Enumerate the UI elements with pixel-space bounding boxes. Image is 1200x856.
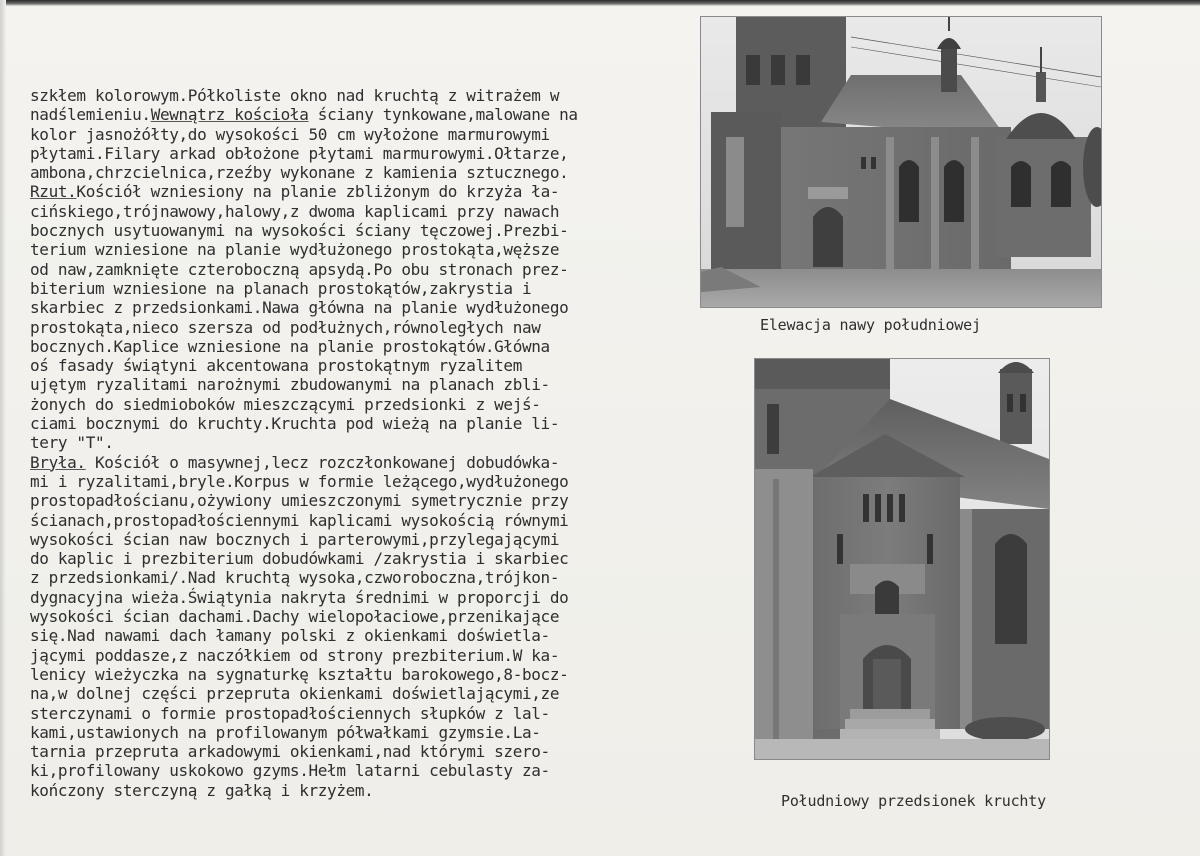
text-segment: tery "T".	[30, 433, 114, 453]
text-line	[30, 588, 640, 607]
text-segment: oś fasady świątyni akcentowana prostokątnym ryzalitem	[30, 356, 522, 376]
scan-top-edge	[0, 0, 1200, 6]
text-segment: ujętym ryzalitami narożnymi zbudowanymi na planach zbli-	[30, 375, 550, 395]
text-segment: na,w dolnej części przepruta okienkami doświetlającymi,ze	[30, 684, 560, 704]
text-line	[30, 761, 640, 780]
text-segment: Kościół wzniesiony na planie zbliżonym do krzyża ła-	[76, 182, 560, 202]
text-segment: cińskiego,trójnawowy,halowy,z dwoma kaplicami przy nawach	[30, 201, 560, 221]
text-segment: kolor jasnożółty,do wysokości 50 cm wyłożone marmurowymi	[30, 124, 550, 144]
text-line	[30, 125, 640, 144]
text-line	[30, 318, 640, 337]
text-segment: kończony sterczyną z gałką i krzyżem.	[30, 780, 374, 800]
photo-south-porch	[754, 358, 1050, 760]
text-line	[30, 260, 640, 279]
text-segment: jącymi poddasze,z naczółkiem od strony prezbiterium.W ka-	[30, 645, 560, 665]
text-line	[30, 781, 640, 800]
text-line	[30, 742, 640, 761]
text-line	[30, 375, 640, 394]
text-line	[30, 491, 640, 510]
text-segment: nadślemieniu.	[30, 105, 151, 125]
text-segment: terium wzniesione na planie wydłużonego prostokąta,węższe	[30, 240, 560, 260]
text-line	[30, 684, 640, 703]
text-line	[30, 665, 640, 684]
text-line	[30, 704, 640, 723]
church-elevation-image	[701, 17, 1101, 307]
text-segment: skarbiec z przedsionkami.Nawa główna na planie wydłużonego	[30, 298, 569, 318]
text-line	[30, 163, 640, 182]
text-segment: szkłem kolorowym.Półkoliste okno nad kruchtą z witrażem w	[30, 86, 560, 105]
text-line	[30, 221, 640, 240]
text-segment: od naw,zamknięte czteroboczną apsydą.Po obu stronach prez-	[30, 259, 569, 279]
text-segment: Kościół o masywnej,lecz rozczłonkowanej dobudówka-	[85, 452, 560, 472]
text-line	[30, 472, 640, 491]
text-segment: biterium wzniesione na planach prostokątów,zakrystia i	[30, 278, 532, 298]
text-segment: bocznych.Kaplice wzniesione na planie prostokątów.Główna	[30, 336, 550, 356]
church-porch-image	[755, 359, 1049, 759]
text-line	[30, 182, 640, 201]
text-segment: dygnacyjna wieża.Świątynia nakryta średnimi w proporcji do	[30, 587, 569, 607]
text-segment: kami,ustawionych na profilowanym półwałkami gzymsie.La-	[30, 722, 541, 742]
text-line	[30, 356, 640, 375]
text-line	[30, 202, 640, 221]
text-line	[30, 240, 640, 259]
text-line	[30, 395, 640, 414]
text-segment: się.Nad nawami dach łamany polski z okienkami doświetla-	[30, 626, 550, 646]
text-line	[30, 433, 640, 452]
typewritten-description	[30, 86, 640, 800]
text-line	[30, 568, 640, 587]
text-line	[30, 530, 640, 549]
section-heading: Wewnątrz kościoła	[150, 105, 309, 125]
text-segment: sterczynami o formie prostopadłościennych słupków z lal-	[30, 703, 550, 723]
text-segment: tarnia przepruta arkadowymi okienkami,nad którymi szero-	[30, 742, 550, 762]
text-line	[30, 453, 640, 472]
text-line	[30, 337, 640, 356]
text-segment: mi i ryzalitami,bryle.Korpus w formie leżącego,wydłużonego	[30, 471, 569, 491]
text-line	[30, 626, 640, 645]
text-line	[30, 723, 640, 742]
text-line	[30, 144, 640, 163]
text-segment: płytami.Filary arkad obłożone płytami marmurowymi.Ołtarze,	[30, 143, 569, 163]
scan-left-edge	[0, 0, 6, 856]
section-heading: Bryła.	[30, 452, 86, 472]
text-line	[30, 607, 640, 626]
section-heading: Rzut.	[30, 182, 77, 202]
text-line	[30, 646, 640, 665]
text-segment: ambona,chrzcielnica,rzeźby wykonane z kamienia sztucznego.	[30, 163, 569, 183]
text-segment: bocznych usytuowanymi na wysokości ściany tęczowej.Prezbi-	[30, 221, 569, 241]
text-segment: ciami bocznymi do kruchty.Kruchta pod wieżą na planie li-	[30, 414, 560, 434]
text-line	[30, 105, 640, 124]
text-segment: wysokości ścian dachami.Dachy wielopołaciowe,przenikające	[30, 607, 560, 627]
text-segment: do kaplic i prezbiterium dobudówkami /zakrystia i skarbiec	[30, 549, 569, 569]
text-segment: prostokąta,nieco szersza od podłużnych,równoległych naw	[30, 317, 541, 337]
caption-south-porch: Południowy przedsionek kruchty	[781, 792, 1046, 810]
text-segment: lenicy wieżyczka na sygnaturkę kształtu barokowego,8-bocz-	[30, 664, 569, 684]
text-segment: ki,profilowany uskokowo gzyms.Hełm latarni cebulasty za-	[30, 761, 550, 781]
text-line	[30, 511, 640, 530]
text-line	[30, 414, 640, 433]
text-segment: ściany tynkowane,malowane na	[308, 105, 578, 125]
text-line	[30, 86, 640, 105]
text-segment: ścianach,prostopadłościennymi kaplicami wysokością równymi	[30, 510, 569, 530]
caption-south-nave: Elewacja nawy południowej	[760, 316, 981, 334]
text-line	[30, 298, 640, 317]
text-segment: z przedsionkami/.Nad kruchtą wysoka,czworoboczna,trójkon-	[30, 568, 560, 588]
text-segment: prostopadłościanu,ożywiony umieszczonymi symetrycznie przy	[30, 491, 569, 511]
text-line	[30, 549, 640, 568]
text-segment: żonych do siedmioboków mieszczącymi przedsionki z wejś-	[30, 394, 541, 414]
photo-south-nave-elevation	[700, 16, 1102, 308]
text-line	[30, 279, 640, 298]
text-segment: wysokości ścian naw bocznych i parterowymi,przylegającymi	[30, 529, 560, 549]
